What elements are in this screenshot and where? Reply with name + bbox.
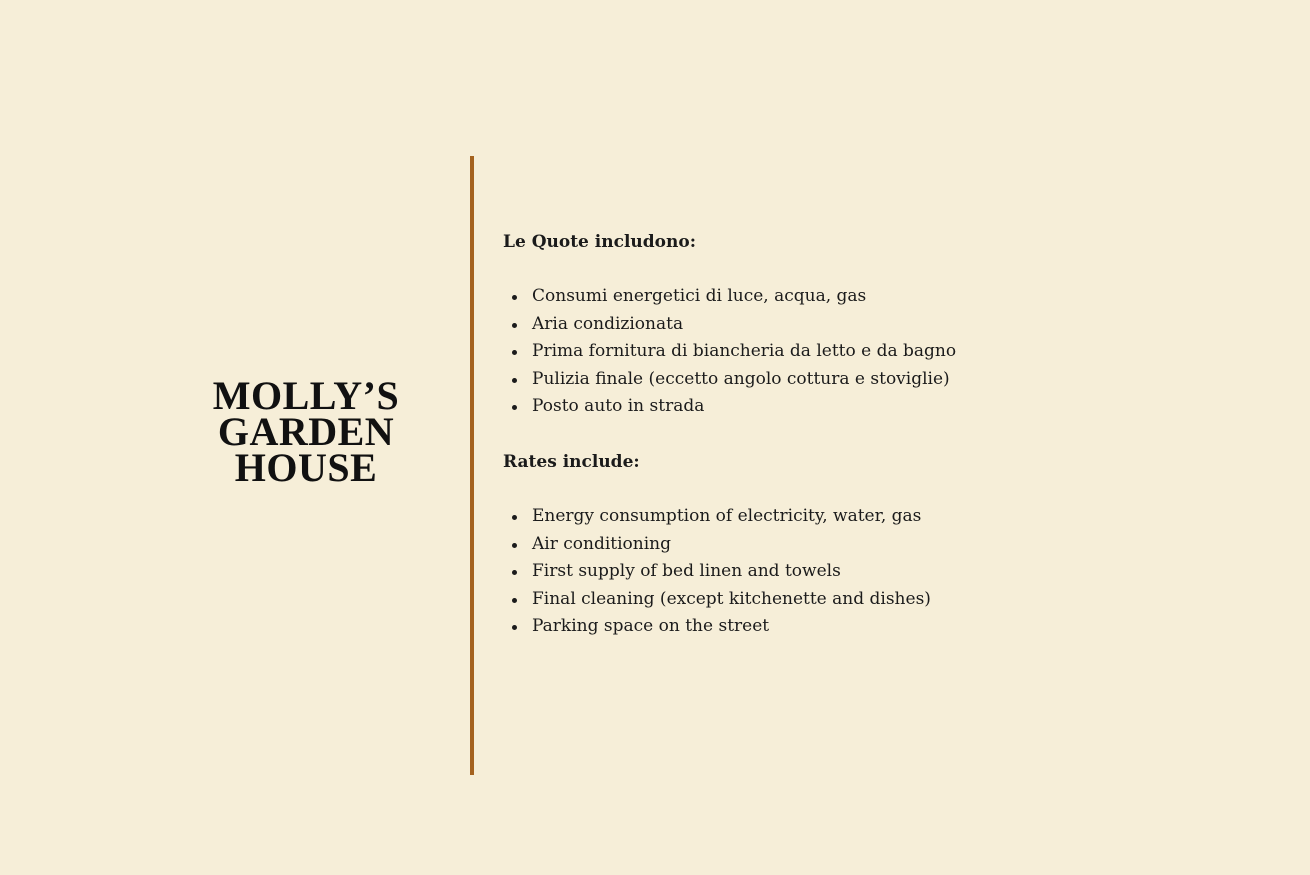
list-item: Consumi energetici di luce, acqua, gas [532, 283, 1263, 311]
logo-line-3: HOUSE [234, 445, 378, 490]
list-item: Pulizia finale (eccetto angolo cottura e stoviglie) [532, 366, 1263, 394]
section-heading-english: Rates include: [503, 451, 640, 472]
vertical-divider [470, 156, 474, 775]
list-item: Parking space on the street [532, 613, 1263, 641]
list-item: Posto auto in strada [532, 393, 1263, 421]
section-heading-italian: Le Quote includono: [503, 232, 696, 252]
list-italian [503, 283, 1263, 421]
list-item: Final cleaning (except kitchenette and dishes) [532, 586, 1263, 614]
logo-title [180, 373, 432, 490]
list-item: First supply of bed linen and towels [532, 558, 1263, 586]
rates-content [503, 228, 1263, 668]
list-item: Prima fornitura di biancheria da letto e da bagno [532, 338, 1263, 366]
logo-line-1: MOLLY’S [212, 373, 400, 418]
list-item: Air conditioning [532, 531, 1263, 559]
list-english [503, 503, 1263, 641]
list-item: Energy consumption of electricity, water, gas [532, 503, 1263, 531]
logo-line-2: GARDEN [217, 409, 395, 454]
list-item: Aria condizionata [532, 311, 1263, 339]
